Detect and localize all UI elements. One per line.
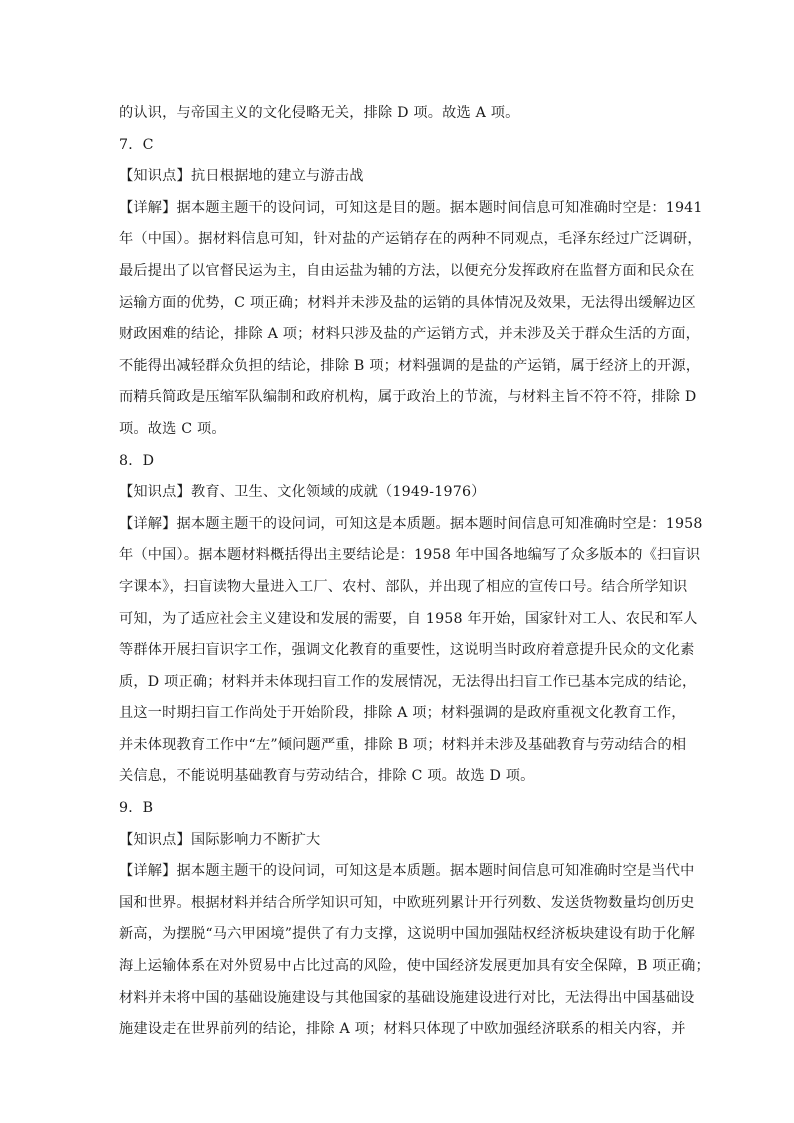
text-line: 【详解】据本题主题干的设问词，可知这是本质题。据本题时间信息可知准确时空是：1958 <box>119 515 703 532</box>
text-line: 的认识，与帝国主义的文化侵略无关，排除 D 项。故选 A 项。 <box>119 105 520 121</box>
text-line: 材料并未将中国的基础设施建设与其他国家的基础设施建设进行对比，无法得出中国基础设 <box>119 989 695 1006</box>
text-line: 国和世界。根据材料并结合所学知识可知，中欧班列累计开行列数、发送货物数量均创历史 <box>119 894 695 911</box>
text-line: 海上运输体系在对外贸易中占比过高的风险，使中国经济发展更加具有安全保障，B 项正确； <box>119 958 710 975</box>
text-line: 项。故选 C 项。 <box>119 420 226 437</box>
text-line: 且这一时期扫盲工作尚处于开始阶段，排除 A 项；材料强调的是政府重视文化教育工作， <box>119 705 686 722</box>
text-line: 字课本》，扫盲读物大量进入工厂、农村、部队，并出现了相应的宣传口号。结合所学知识 <box>119 578 688 595</box>
text-line: 【详解】据本题主题干的设问词，可知这是目的题。据本题时间信息可知准确时空是：1941 <box>119 199 703 216</box>
text-line: 等群体开展扫盲识字工作，强调文化教育的重要性，这说明当时政府着意提升民众的文化素 <box>119 642 695 659</box>
text-line: 关信息，不能说明基础教育与劳动结合，排除 C 项。故选 D 项。 <box>119 768 535 785</box>
text-line: 财政困难的结论，排除 A 项；材料只涉及盐的产运销方式，并未涉及关于群众生活的方面， <box>119 326 700 343</box>
text-line: 年（中国）。据材料信息可知，针对盐的产运销存在的两种不同观点，毛泽东经过广泛调研， <box>119 231 702 248</box>
text-line: 运输方面的优势，C 项正确；材料并未涉及盐的运销的具体情况及效果，无法得出缓解边区 <box>119 294 696 311</box>
text-line: 而精兵简政是压缩军队编制和政府机构，属于政治上的节流，与材料主旨不符不符，排除 D <box>119 389 697 406</box>
text-line: 新高，为摆脱“马六甲困境”提供了有力支撑，这说明中国加强陆权经济板块建设有助于化解 <box>119 926 696 943</box>
text-line: 可知，为了适应社会主义建设和发展的需要，自 1958 年开始，国家针对工人、农民和军人 <box>119 610 698 627</box>
text-line: 质，D 项正确；材料并未体现扫盲工作的发展情况，无法得出扫盲工作已基本完成的结论， <box>119 673 697 690</box>
text-line: 年（中国）。据本题材料概括得出主要结论是：1958 年中国各地编写了众多版本的《扫盲识 <box>119 547 701 564</box>
question-answer: 8．D <box>119 452 155 469</box>
document-page <box>119 98 710 1046</box>
question-answer: 7．C <box>119 136 154 153</box>
text-line: 【详解】据本题主题干的设问词，可知这是本质题。据本题时间信息可知准确时空是当代中 <box>119 863 695 880</box>
question-answer: 9．B <box>119 800 154 817</box>
text-line: 施建设走在世界前列的结论，排除 A 项；材料只体现了中欧加强经济联系的相关内容，并 <box>119 1021 686 1038</box>
knowledge-point: 【知识点】教育、卫生、文化领域的成就（1949-1976） <box>119 484 486 501</box>
text-line: 并未体现教育工作中“左”倾问题严重，排除 B 项；材料并未涉及基础教育与劳动结合的相 <box>119 736 687 753</box>
knowledge-point: 【知识点】国际影响力不断扩大 <box>119 831 321 848</box>
text-line: 不能得出减轻群众负担的结论，排除 B 项；材料强调的是盐的产运销，属于经济上的开源， <box>119 357 701 374</box>
text-line: 最后提出了以官督民运为主，自由运盐为辅的方法，以便充分发挥政府在监督方面和民众在 <box>119 262 695 279</box>
knowledge-point: 【知识点】抗日根据地的建立与游击战 <box>119 168 364 185</box>
